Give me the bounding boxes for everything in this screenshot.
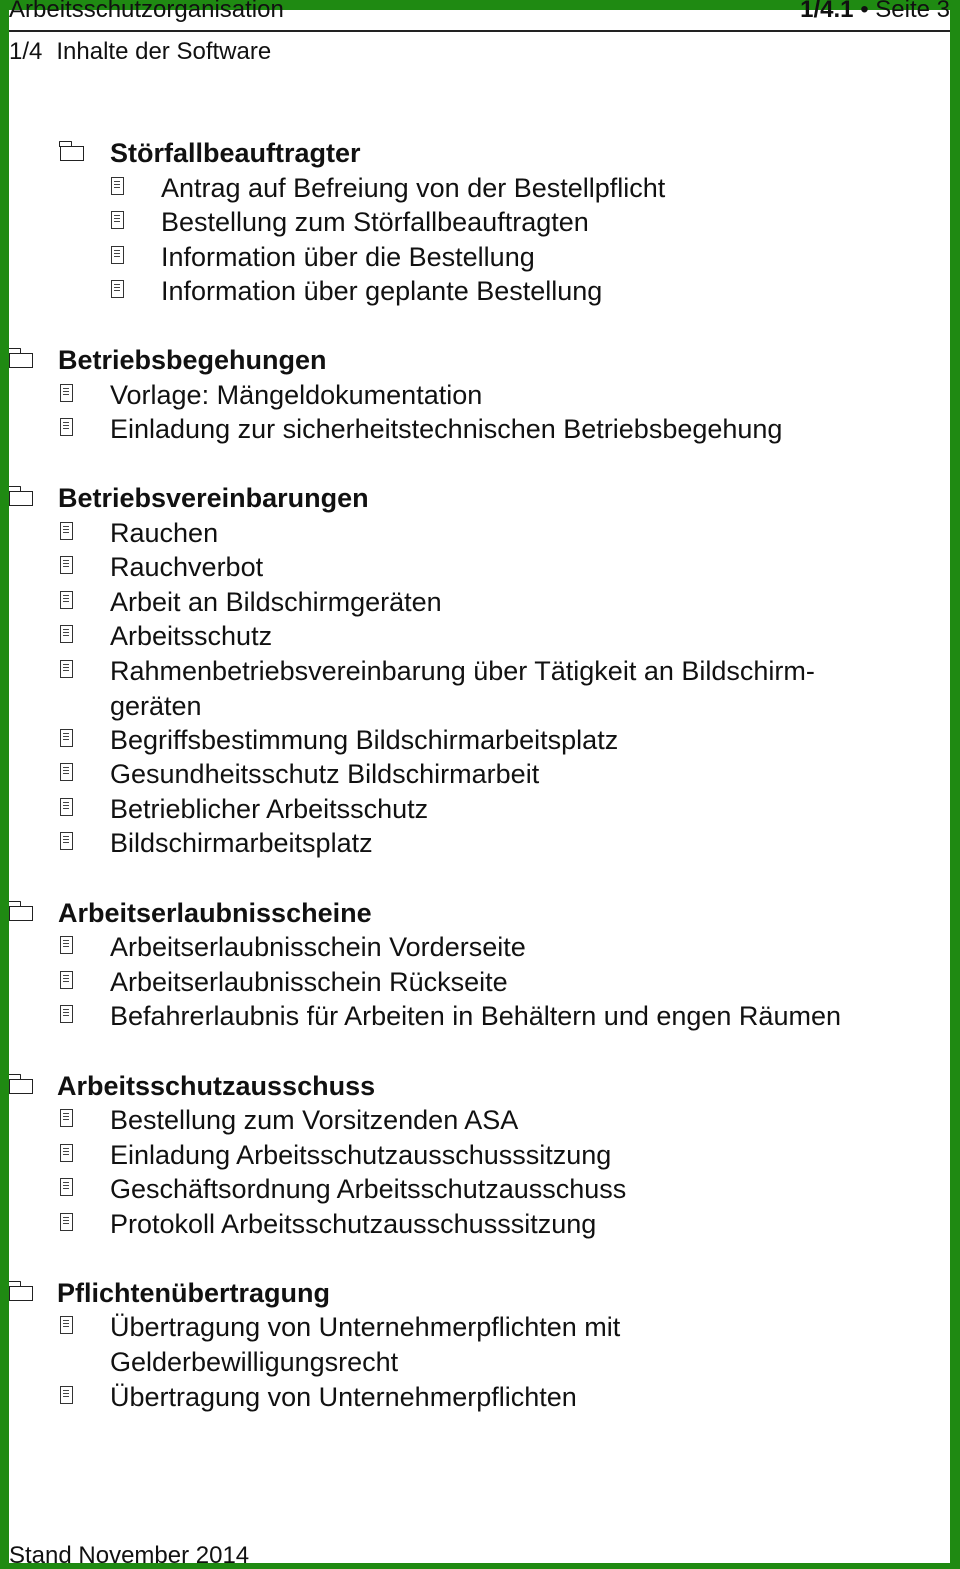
document-label: Einladung zur sicherheitstechnischen Betriebsbegehung	[110, 414, 783, 444]
document-icon	[60, 660, 73, 678]
document-label: Geschäftsordnung Arbeitsschutzausschuss	[110, 1174, 627, 1204]
folder-icon	[9, 1079, 33, 1094]
document-icon	[60, 522, 73, 540]
section-number: 1/4	[9, 38, 43, 65]
software-contents-tree	[9, 0, 950, 1563]
document-label: Arbeit an Bildschirmgeräten	[110, 587, 442, 617]
document-label: Arbeitsschutz	[110, 621, 273, 651]
document-label: Bildschirmarbeitsplatz	[110, 828, 373, 858]
document-icon	[60, 418, 73, 436]
document-icon	[60, 1213, 73, 1231]
document-icon	[60, 1005, 73, 1023]
document-icon	[60, 1316, 73, 1334]
folder-label: Pflichtenübertragung	[57, 1278, 331, 1308]
document-label: Arbeitserlaubnisschein Vorderseite	[110, 932, 526, 962]
document-label: Betrieblicher Arbeitsschutz	[110, 794, 429, 824]
document-label: Bestellung zum Vorsitzenden ASA	[110, 1105, 519, 1135]
document-label: Rauchen	[110, 518, 219, 548]
running-head-title: Arbeitsschutzorganisation	[9, 0, 284, 23]
document-label: Übertragung von Unternehmerpflichten	[110, 1382, 577, 1412]
document-icon	[60, 625, 73, 643]
document-icon	[111, 177, 124, 195]
document-icon	[60, 384, 73, 402]
document-label-continuation: geräten	[110, 691, 202, 721]
document-label: Rauchverbot	[110, 552, 264, 582]
document-label: Information über die Bestellung	[161, 242, 535, 272]
folder-label: Betriebsbegehungen	[58, 345, 327, 375]
document-label-continuation: Gelderbewilligungsrecht	[110, 1347, 399, 1377]
folder-icon	[9, 1286, 33, 1301]
document-icon	[60, 1386, 73, 1404]
document-icon	[60, 1144, 73, 1162]
footer-stand: Stand November 2014	[9, 1542, 250, 1563]
document-label: Bestellung zum Störfallbeauftragten	[161, 207, 589, 237]
document-icon	[60, 936, 73, 954]
section-title: Inhalte der Software	[56, 38, 272, 65]
folder-icon	[9, 353, 33, 368]
document-icon	[111, 211, 124, 229]
page-number: • Seite 3	[860, 0, 950, 23]
folder-label: Arbeitserlaubnisscheine	[58, 898, 372, 928]
document-label: Rahmenbetriebsvereinbarung über Tätigkeit an Bildschirm-	[110, 656, 815, 686]
document-icon	[111, 280, 124, 298]
document-label: Begriffsbestimmung Bildschirmarbeitsplatz	[110, 725, 619, 755]
document-icon	[60, 832, 73, 850]
section-ref: 1/4.1	[800, 0, 854, 23]
folder-icon	[60, 146, 84, 161]
document-icon	[60, 729, 73, 747]
document-label: Information über geplante Bestellung	[161, 276, 603, 306]
document-label: Übertragung von Unternehmerpflichten mit	[110, 1312, 621, 1342]
document-icon	[111, 246, 124, 264]
folder-icon	[9, 906, 33, 921]
document-icon	[60, 556, 73, 574]
document-label: Antrag auf Befreiung von der Bestellpflicht	[161, 173, 666, 203]
document-icon	[60, 763, 73, 781]
document-icon	[60, 1109, 73, 1127]
document-label: Gesundheitsschutz Bildschirmarbeit	[110, 759, 540, 789]
document-icon	[60, 971, 73, 989]
document-icon	[60, 798, 73, 816]
document-icon	[60, 591, 73, 609]
document-label: Vorlage: Mängeldokumentation	[110, 380, 483, 410]
document-page	[9, 0, 950, 1563]
folder-label: Arbeitsschutzausschuss	[57, 1071, 376, 1101]
document-label: Protokoll Arbeitsschutzausschusssitzung	[110, 1209, 597, 1239]
folder-label: Betriebsvereinbarungen	[58, 483, 369, 513]
folder-label: Störfallbeauftragter	[110, 138, 361, 168]
folder-icon	[9, 491, 33, 506]
document-label: Arbeitserlaubnisschein Rückseite	[110, 967, 508, 997]
document-label: Befahrerlaubnis für Arbeiten in Behältern und engen Räumen	[110, 1001, 841, 1031]
document-icon	[60, 1178, 73, 1196]
document-label: Einladung Arbeitsschutzausschusssitzung	[110, 1140, 612, 1170]
